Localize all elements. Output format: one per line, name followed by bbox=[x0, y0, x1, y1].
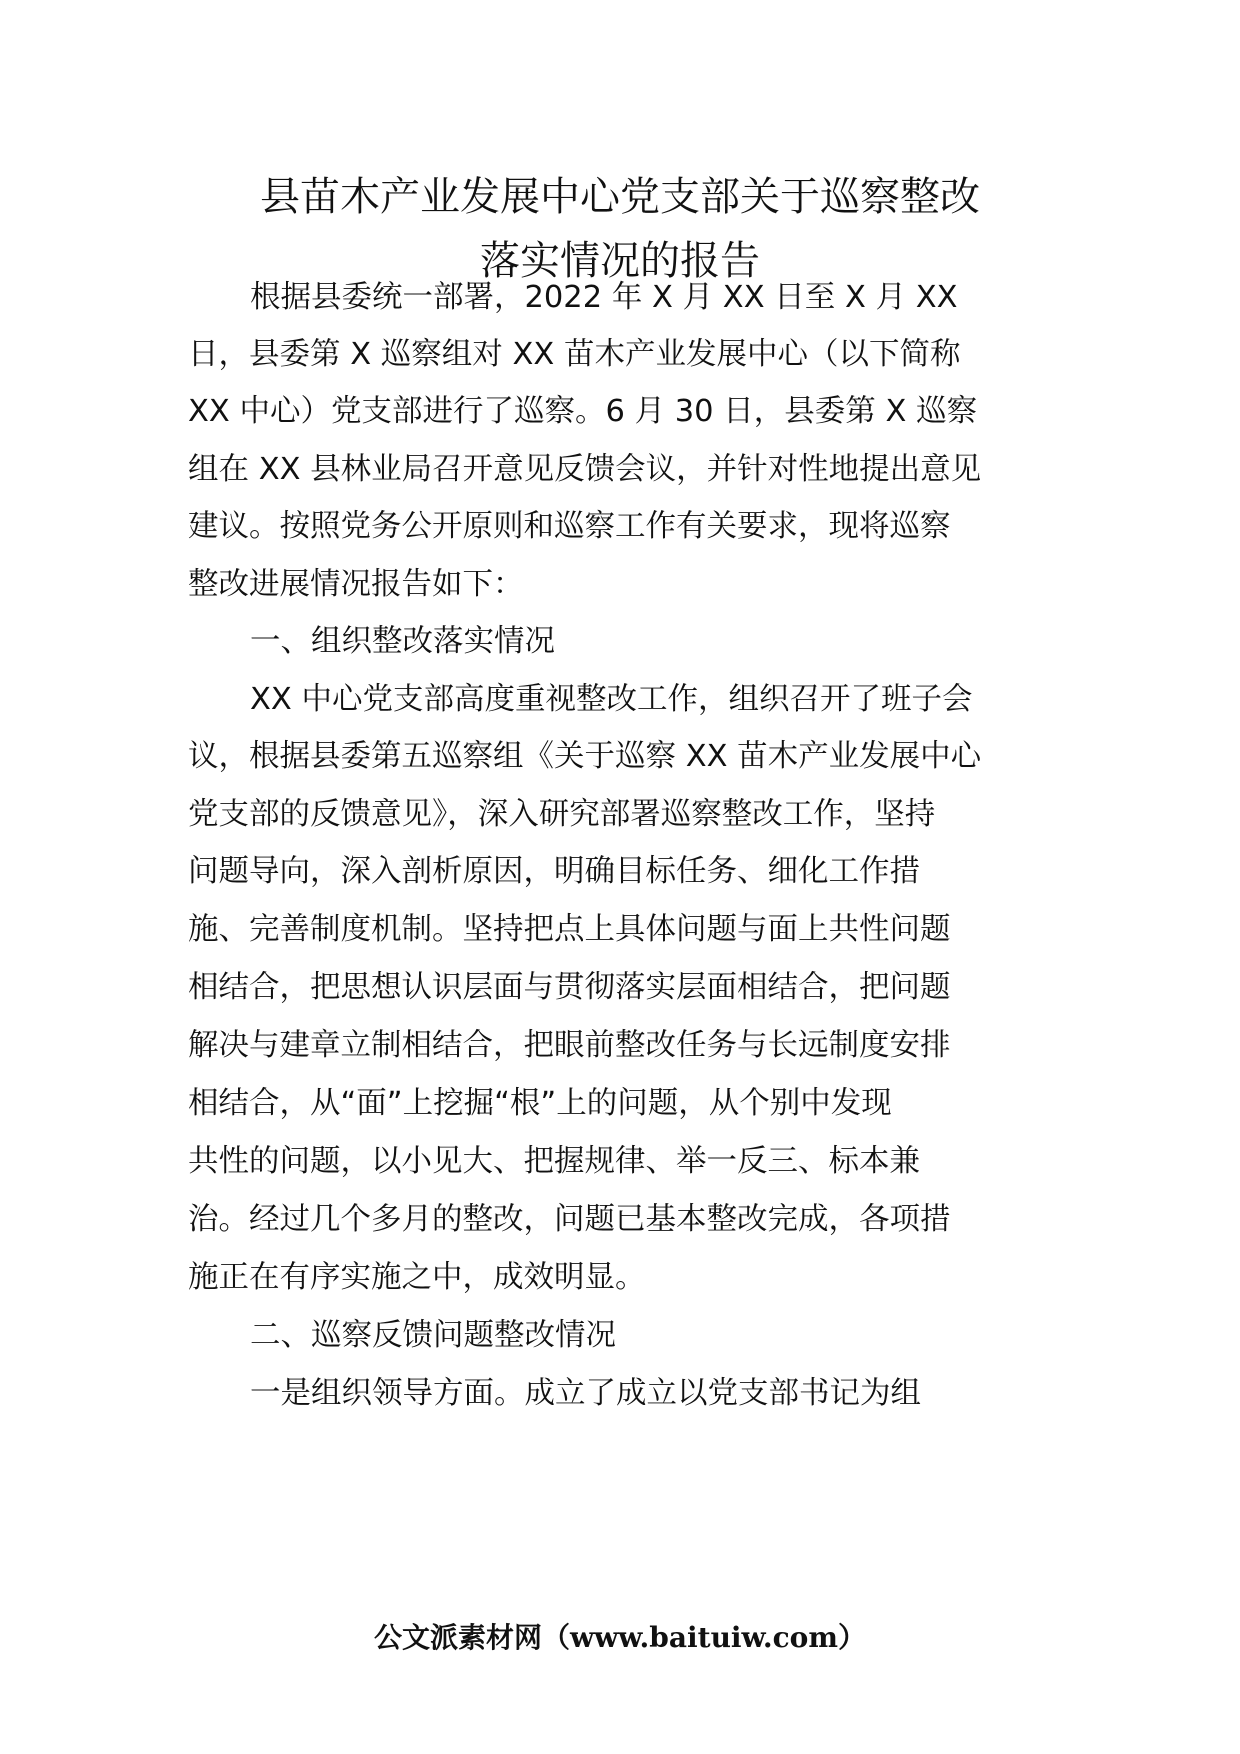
paragraph-2-line-11: 施正在有序实施之中，成效明显。 bbox=[188, 1260, 646, 1295]
document-title-line-1: 县苗木产业发展中心党支部关于巡察整改 bbox=[260, 174, 980, 220]
paragraph-2-line-3: 党支部的反馈意见》，深入研究部署巡察整改工作，坚持 bbox=[188, 797, 936, 832]
paragraph-2-line-7: 解决与建章立制相结合，把眼前整改任务与长远制度安排 bbox=[188, 1028, 951, 1063]
paragraph-1-line-3: XX 中心）党支部进行了巡察。6 月 30 日，县委第 X 巡察 bbox=[188, 394, 978, 429]
document-title-line-2: 落实情况的报告 bbox=[480, 238, 760, 284]
paragraph-2-line-1: XX 中心党支部高度重视整改工作，组织召开了班子会 bbox=[250, 682, 973, 717]
paragraph-2-line-6: 相结合，把思想认识层面与贯彻落实层面相结合，把问题 bbox=[188, 970, 951, 1005]
paragraph-2-line-8: 相结合，从“面”上挖掘“根”上的问题，从个别中发现 bbox=[188, 1086, 892, 1121]
paragraph-2-line-10: 治。经过几个多月的整改，问题已基本整改完成，各项措 bbox=[188, 1202, 951, 1237]
paragraph-1-line-5: 建议。按照党务公开原则和巡察工作有关要求，现将巡察 bbox=[188, 509, 951, 544]
paragraph-2-line-9: 共性的问题，以小见大、把握规律、举一反三、标本兼 bbox=[188, 1144, 920, 1179]
paragraph-2-line-2: 议，根据县委第五巡察组《关于巡察 XX 苗木产业发展中心 bbox=[188, 739, 982, 774]
paragraph-2-line-5: 施、完善制度机制。坚持把点上具体问题与面上共性问题 bbox=[188, 912, 951, 947]
paragraph-1-line-6: 整改进展情况报告如下： bbox=[188, 567, 524, 602]
paragraph-3-line-1: 一是组织领导方面。成立了成立以党支部书记为组 bbox=[250, 1376, 921, 1411]
footer-watermark-text: 公文派素材网（www.baituiw.com） bbox=[374, 1621, 866, 1654]
section-heading-1: 一、组织整改落实情况 bbox=[250, 624, 555, 659]
paragraph-1-line-2: 日，县委第 X 巡察组对 XX 苗木产业发展中心（以下简称 bbox=[188, 337, 961, 372]
paragraph-2-line-4: 问题导向，深入剖析原因，明确目标任务、细化工作措 bbox=[188, 854, 920, 889]
section-heading-2: 二、巡察反馈问题整改情况 bbox=[250, 1318, 616, 1353]
paragraph-1-line-1: 根据县委统一部署，2022 年 X 月 XX 日至 X 月 XX bbox=[250, 280, 958, 315]
paragraph-1-line-4: 组在 XX 县林业局召开意见反馈会议，并针对性地提出意见 bbox=[188, 452, 982, 487]
